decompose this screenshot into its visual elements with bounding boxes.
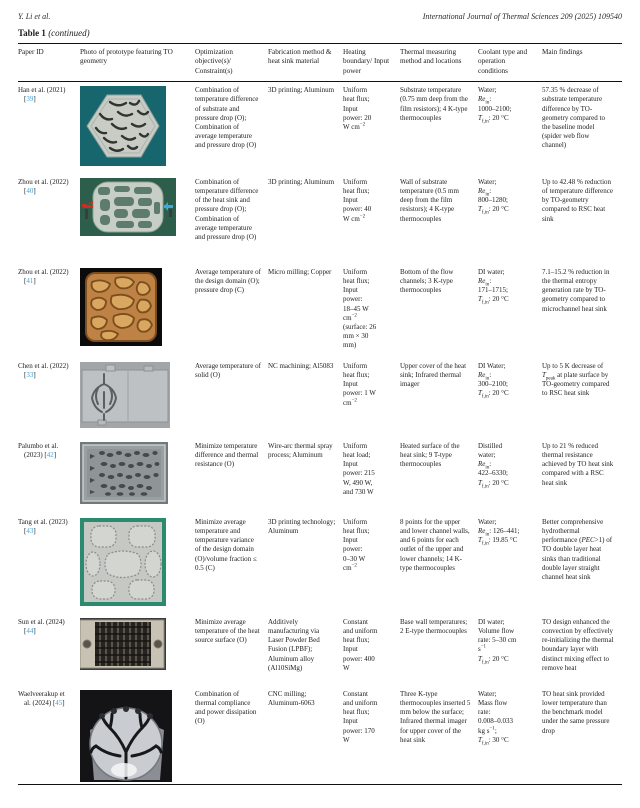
prototype-photo-sun xyxy=(80,618,188,670)
coolant-cell: DI water; $Re_{in}$: 171–1715; $T_{f,in}$: 20 °C xyxy=(478,267,509,306)
table-caption-note: (continued) xyxy=(48,28,90,38)
prototype-photo-tang xyxy=(80,518,188,606)
coolant-cell: Water; $Re_{in}$: 126–441; $T_{f,in}$: 19.85 °C xyxy=(478,517,520,547)
col-header-coolant: Coolant type and operation conditions xyxy=(478,44,542,82)
thermal-cell: Substrate temperature (0.75 mm deep from the film resistors); 4 K-type thermocouples xyxy=(400,86,468,122)
prototype-photo-waelveerakup xyxy=(80,690,188,782)
findings-cell: Up to 21 % reduced thermal resistance achieved by TO heat sink compared with a RSC heat sink xyxy=(542,441,614,487)
heating-cell: Constant and uniform heat flux; Input power: 400 W xyxy=(343,617,378,672)
heating-cell: Uniform heat flux; Input power: 1 W $cm^{-2}$ xyxy=(343,361,376,407)
objective-cell: Average temperature of solid (O) xyxy=(195,361,261,379)
fabrication-cell: 3D printing; Aluminum xyxy=(268,86,335,95)
findings-cell: Up to 42.48 % reduction of temperature difference by TO-geometry compared to RSC heat sink xyxy=(542,177,613,223)
findings-cell: TO heat sink provided lower temperature than the benchmark model under the same pressure drop xyxy=(542,689,610,735)
fabrication-cell: CNC milling; Aluminum-6063 xyxy=(268,689,315,707)
running-head-author: Y. Li et al. xyxy=(18,12,51,21)
thermal-cell: Bottom of the flow channels; 3 K-type thermocouples xyxy=(400,267,454,295)
heating-cell: Uniform heat flux; Input power: 40 W $cm^{-2}$ xyxy=(343,177,372,223)
coolant-cell: Distilled water; $Re_{in}$: 422–6330; $T_{f,in}$: 20 °C xyxy=(478,441,509,489)
paper-id[interactable]: Waelveerakup et al. (2024) [45] xyxy=(18,689,65,707)
fabrication-cell: 3D printing; Aluminum xyxy=(268,177,335,186)
heating-cell: Uniform heat flux; Input power: 20 W $cm^{-2}$ xyxy=(343,86,372,132)
table-row xyxy=(18,686,622,785)
findings-cell: Better comprehensive hydrothermal performance (PEC>1) of TO double layer heat sinks than traditional double layer straight channel heat sink xyxy=(542,517,613,581)
paper-id[interactable]: Chen et al. (2022) [33] xyxy=(18,361,69,379)
thermal-cell: Heated surface of the heat sink; 9 T-type thermocouples xyxy=(400,441,460,469)
coolant-cell: Water; $Re_{in}$: 1000–2100; $T_{f,in}$: 20 °C xyxy=(478,86,512,125)
col-header-photo: Photo of prototype featuring TO geometry xyxy=(80,44,195,82)
findings-cell: 57.35 % decrease of substrate temperature difference by TO-geometry compared to the baseline model (spider web flow channel) xyxy=(542,86,605,150)
literature-review-table xyxy=(18,43,622,785)
prototype-photo-palumbo xyxy=(80,442,188,504)
table-caption-title: Table 1 xyxy=(18,28,46,38)
col-header-fabrication: Fabrication method & heat sink material xyxy=(268,44,343,82)
heating-cell: Uniform heat load; Input power: 215 W, 490 W, and 730 W xyxy=(343,441,375,496)
table-header-row xyxy=(18,44,622,82)
coolant-cell: Water; Mass flow rate: 0.008–0.033 kg $s^{-1}$; $T_{f,in}$: 30 °C xyxy=(478,689,513,747)
running-head xyxy=(18,12,622,21)
fabrication-cell: Additively manufacturing via Laser Powder Bed Fusion (LPBF); Aluminum alloy (Al10SiMg) xyxy=(268,617,320,672)
running-head-journal: International Journal of Thermal Sciences 209 (2025) 109540 xyxy=(422,12,622,21)
objective-cell: Combination of temperature difference of substrate and pressure drop (O); Combination of average temperature and pressure drop (O) xyxy=(195,86,259,150)
heating-cell: Constant and uniform heat flux; Input power: 170 W xyxy=(343,689,378,744)
thermal-cell: Wall of substrate temperature (0.5 mm deep from the film resistors); 4 K-type thermocouples xyxy=(400,177,459,223)
objective-cell: Minimize average temperature and temperature variance of the design domain (O)/volume fraction ≤ 0.5 (C) xyxy=(195,517,257,572)
paper-id[interactable]: Zhou et al. (2022) [41] xyxy=(18,267,69,285)
col-header-objective: Optimization objective(s)/ Constraint(s) xyxy=(195,44,268,82)
objective-cell: Minimize temperature difference and thermal resistance (O) xyxy=(195,441,259,469)
heating-cell: Uniform heat flux; Input power: 18–45 W $cm^{-2}$ (surface: 26 mm × 30 mm) xyxy=(343,267,377,350)
table-row xyxy=(18,614,622,686)
prototype-photo-han xyxy=(80,86,188,166)
thermal-cell: Upper cover of the heat sink; Infrared thermal imager xyxy=(400,361,467,389)
coolant-cell: DI water; Volume flow rate: 5–30 cm $s^{-1}$ $T_{f,in}$: 20 °C xyxy=(478,617,517,665)
col-header-thermal: Thermal measuring method and locations xyxy=(400,44,478,82)
fabrication-cell: 3D printing technology; Aluminum xyxy=(268,517,336,535)
table-row xyxy=(18,82,622,174)
findings-cell: TO design enhanced the convection by effectively re-initializing the thermal boundary layer with distinct mixing effect to remove heat xyxy=(542,617,614,672)
fabrication-cell: NC machining; Al5083 xyxy=(268,361,334,370)
thermal-cell: Base wall temperatures; 2 E-type thermocouples xyxy=(400,617,468,635)
fabrication-cell: Micro milling; Copper xyxy=(268,267,332,276)
paper-id[interactable]: Tang et al. (2023) [43] xyxy=(18,517,68,535)
objective-cell: Combination of temperature difference of the heat sink and pressure drop (O); Combination of average temperature and pressure drop (O) xyxy=(195,177,259,241)
table-row xyxy=(18,358,622,438)
table-row xyxy=(18,514,622,614)
objective-cell: Average temperature of the design domain (O); pressure drop (C) xyxy=(195,267,261,295)
paper-id[interactable]: Han et al. (2021) [39] xyxy=(18,86,66,104)
objective-cell: Minimize average temperature of the heat source surface (O) xyxy=(195,617,260,645)
paper-id[interactable]: Sun et al. (2024) [44] xyxy=(18,617,65,635)
prototype-photo-zhou40 xyxy=(80,178,188,236)
findings-cell: Up to 5 K decrease of $T_{peak}$ at plate surface by TO-geometry compared to RSC heat sink xyxy=(542,361,610,398)
heating-cell: Uniform heat flux; Input power: 0–30 W $cm^{-2}$ xyxy=(343,517,370,572)
fabrication-cell: Wire-arc thermal spray process; Aluminum xyxy=(268,441,333,459)
col-header-heating: Heating boundary/ Input power xyxy=(343,44,400,82)
table-row xyxy=(18,174,622,264)
prototype-photo-zhou41 xyxy=(80,268,188,346)
table-row xyxy=(18,438,622,514)
findings-cell: 7.1–15.2 % reduction in the thermal entropy generation rate by TO-geometry compared to microchannel heat sink xyxy=(542,267,610,313)
prototype-photo-chen xyxy=(80,362,188,428)
objective-cell: Combination of thermal compliance and power dissipation (O) xyxy=(195,689,257,726)
table-row xyxy=(18,264,622,358)
col-header-findings: Main findings xyxy=(542,44,622,82)
paper-id[interactable]: Zhou et al. (2022) [40] xyxy=(18,177,69,195)
col-header-paper-id: Paper ID xyxy=(18,44,80,82)
coolant-cell: DI Water; $Re_{in}$: 300–2100; $T_{f,in}$: 20 °C xyxy=(478,361,509,400)
paper-id[interactable]: Palumbo et al. (2023) [42] xyxy=(18,441,59,459)
coolant-cell: Water; $Re_{in}$: 800–1280; $T_{f,in}$: 20 °C xyxy=(478,177,509,216)
thermal-cell: Three K-type thermocouples inserted 5 mm below the surface; Infrared thermal imager for upper cover of the heat sink xyxy=(400,689,471,744)
table-caption xyxy=(18,28,90,38)
thermal-cell: 8 points for the upper and lower channel walls, and 6 points for each outlet of the upper and lower channels; 14 K-type thermocouples xyxy=(400,517,470,572)
